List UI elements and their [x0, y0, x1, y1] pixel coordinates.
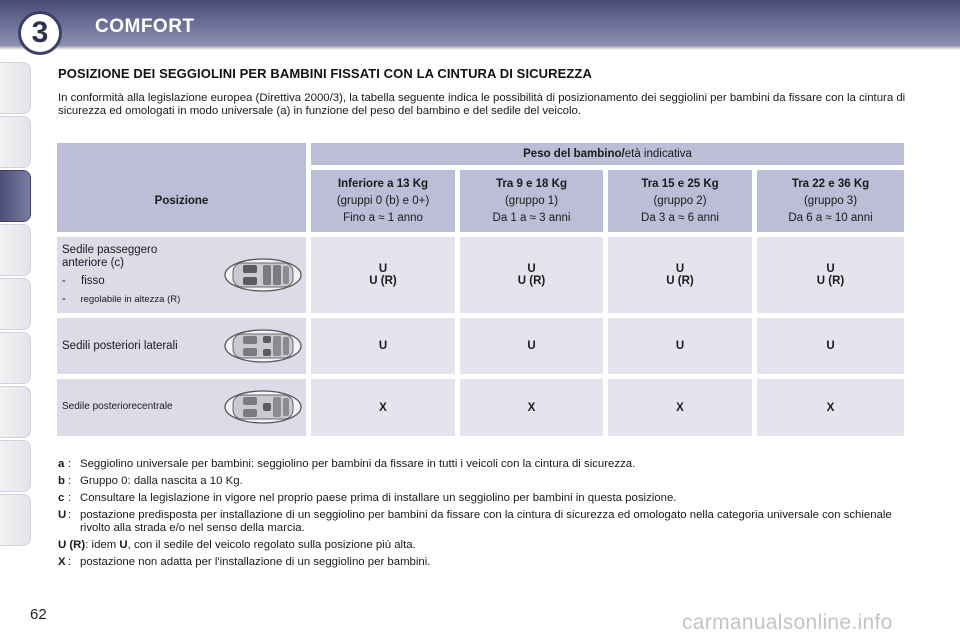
- position-header: Posizione: [154, 194, 209, 207]
- legend-item-b: b : Gruppo 0: dalla nascita a 10 Kg.: [58, 475, 243, 487]
- column-header: [311, 170, 455, 232]
- position-header-cell: [57, 143, 306, 232]
- row-sub-item: [62, 275, 105, 287]
- legend-key: b: [58, 475, 65, 487]
- column-group: (gruppo 2): [653, 194, 707, 207]
- header-shadow: [0, 46, 960, 50]
- table-cell: X: [311, 379, 455, 436]
- dash: -: [62, 275, 66, 287]
- table-cell: X: [460, 379, 603, 436]
- column-weight: Inferiore a 13 Kg: [337, 177, 429, 190]
- column-age: Da 6 a ≈ 10 anni: [788, 211, 873, 224]
- table-cell: U: [608, 318, 752, 374]
- column-weight: Tra 9 e 18 Kg: [496, 177, 567, 190]
- table-cell: U: [460, 318, 603, 374]
- legend-key: U (R): [58, 539, 86, 551]
- chapter-tab-7[interactable]: [0, 386, 31, 438]
- row-label: Sedili posteriori laterali: [62, 340, 178, 352]
- table-cell: [757, 237, 904, 313]
- legend-text: Consultare la legislazione in vigore nel proprio paese prima di installare un seggiolino per bambini in questa posizione.: [80, 492, 677, 504]
- legend-item-c: c : Consultare la legislazione in vigore nel proprio paese prima di installare un seggiolino per bambini in questa posizione.: [58, 492, 677, 504]
- column-age: Fino a ≈ 1 anno: [343, 211, 423, 224]
- watermark: carmanualsonline.info: [682, 611, 893, 634]
- column-group: (gruppo 3): [803, 194, 858, 207]
- car-seat-position-icon: [223, 328, 303, 364]
- chapter-number: 3: [31, 16, 49, 49]
- table-cell: U: [757, 318, 904, 374]
- weight-header-rest: età indicativa: [624, 148, 692, 160]
- chapter-tab-5[interactable]: [0, 278, 31, 330]
- table-cell: [460, 237, 603, 313]
- cell-value: U: [378, 263, 388, 275]
- column-weight: Tra 15 e 25 Kg: [641, 177, 719, 190]
- table-cell: [608, 237, 752, 313]
- table-cell: [311, 237, 455, 313]
- chapter-number-badge: [18, 11, 62, 55]
- footnote-legend: [58, 458, 908, 573]
- legend-item-ur: [58, 539, 908, 552]
- row-sub-label: fisso: [81, 275, 105, 287]
- legend-key: U: [58, 509, 67, 521]
- row-sub-item: [62, 293, 180, 305]
- legend-text: Gruppo 0: dalla nascita a 10 Kg.: [80, 475, 243, 487]
- row-label-cell: [57, 318, 306, 374]
- column-group: (gruppi 0 (b) e 0+): [336, 194, 430, 207]
- car-seat-position-icon: [223, 389, 303, 425]
- cell-value: U (R): [517, 275, 546, 287]
- weight-header-bold: Peso del bambino/: [523, 148, 625, 160]
- row-label-cell: [57, 379, 306, 436]
- legend-item-a: a : Seggiolino universale per bambini: seggiolino per bambini da fissare in tutti i veicoli con la cintura di sicurezza.: [58, 458, 636, 470]
- intro-paragraph: In conformità alla legislazione europea (Direttiva 2000/3), la tabella seguente indica le possibilità di posizionamento dei seggiolini per bambini da fissare con la cintura di sicurezza ed omologati in modo universale (a) in funzione del peso del bambino e del sedile del veicolo.: [58, 92, 906, 117]
- column-group: (gruppo 1): [504, 194, 559, 207]
- legend-item-u: U : postazione predisposta per installazione di un seggiolino per bambini da fissare con la cintura di sicurezza ed omologato nella categoria universale con schienale rivolto alla strada e/o nel senso della marcia.: [58, 509, 908, 535]
- legend-text: Seggiolino universale per bambini: seggiolino per bambini da fissare in tutti i veicoli con la cintura di sicurezza.: [80, 458, 636, 470]
- chapter-tab-9[interactable]: [0, 494, 31, 546]
- cell-value: U: [826, 263, 835, 275]
- legend-text: postazione non adatta per l'installazione di un seggiolino per bambini.: [80, 556, 431, 568]
- chapter-tab-4[interactable]: [0, 224, 31, 276]
- column-header: [460, 170, 603, 232]
- chapter-tab-3-active[interactable]: [0, 170, 31, 222]
- legend-item-x: X : postazione non adatta per l'installazione di un seggiolino per bambini.: [58, 556, 431, 568]
- legend-key: c: [58, 492, 65, 504]
- section-title: POSIZIONE DEI SEGGIOLINI PER BAMBINI FISSATI CON LA CINTURA DI SICUREZZA: [58, 66, 592, 81]
- column-header: [757, 170, 904, 232]
- chapter-tab-1[interactable]: [0, 62, 31, 114]
- table-cell: X: [608, 379, 752, 436]
- child-seat-table: [57, 143, 904, 436]
- row-label-cell: [57, 237, 306, 313]
- column-age: Da 1 a ≈ 3 anni: [492, 211, 571, 224]
- column-header: [608, 170, 752, 232]
- page-number: 62: [30, 606, 47, 623]
- legend-key: a: [58, 458, 65, 470]
- table-cell: U: [311, 318, 455, 374]
- cell-value: U: [675, 263, 685, 275]
- legend-key: X: [58, 556, 66, 568]
- legend-text: , con il sedile del veicolo regolato sulla posizione più alta.: [127, 539, 416, 551]
- row-label: Sedile posteriorecentrale: [62, 401, 173, 412]
- row-sub-label: regolabile in altezza (R): [80, 294, 181, 305]
- column-weight: Tra 22 e 36 Kg: [791, 177, 870, 190]
- column-age: Da 3 a ≈ 6 anni: [641, 211, 719, 224]
- cell-value: U (R): [816, 275, 845, 287]
- row-label: Sedile passeggero anteriore (c): [62, 244, 158, 269]
- legend-text: postazione predisposta per installazione di un seggiolino per bambini da fissare con la cintura di sicurezza ed omologato nella categoria universale con schienale rivolto alla strada e/o nel senso della marcia.: [80, 509, 892, 534]
- cell-value: U: [527, 263, 536, 275]
- chapter-title: COMFORT: [95, 16, 195, 37]
- chapter-side-tabs: [0, 62, 34, 582]
- weight-header-cell: [311, 143, 904, 165]
- legend-text-bold: U: [119, 539, 128, 551]
- legend-text: : idem: [85, 539, 120, 551]
- dash: -: [62, 293, 66, 305]
- chapter-tab-8[interactable]: [0, 440, 31, 492]
- car-seat-position-icon: [223, 257, 303, 293]
- cell-value: U (R): [666, 275, 694, 287]
- chapter-tab-2[interactable]: [0, 116, 31, 168]
- cell-value: U (R): [369, 275, 397, 287]
- table-cell: X: [757, 379, 904, 436]
- chapter-tab-6[interactable]: [0, 332, 31, 384]
